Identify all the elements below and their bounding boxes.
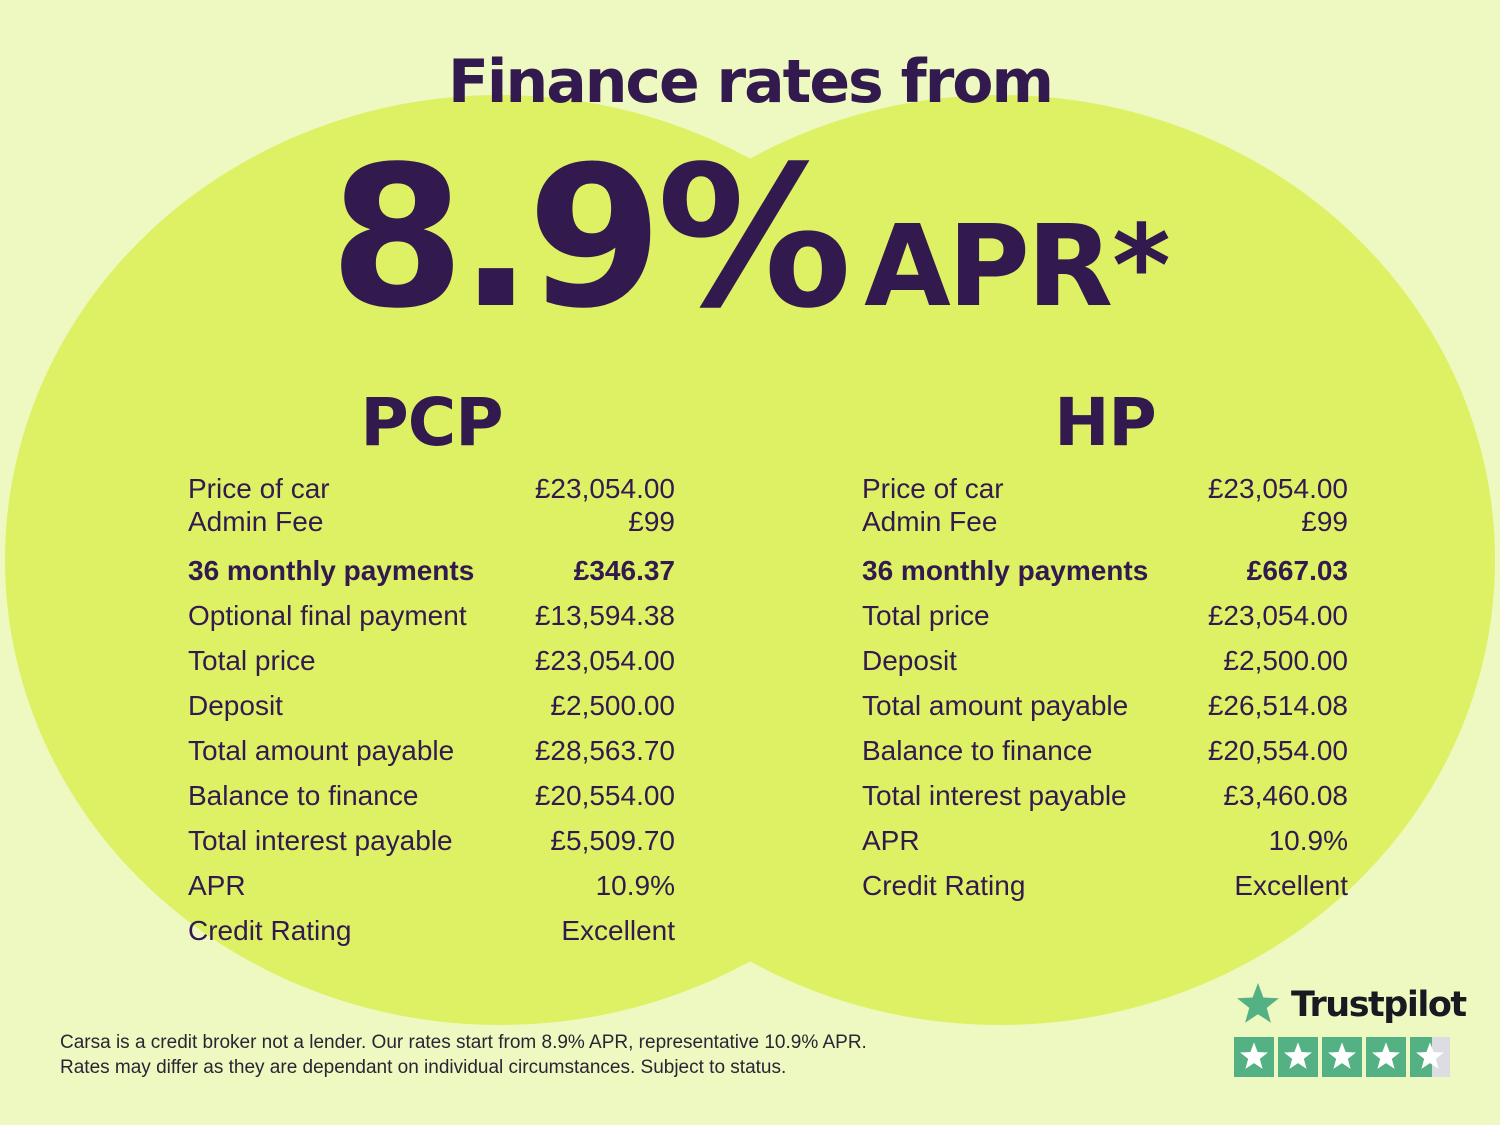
row-value: £667.03: [1246, 554, 1348, 586]
row-value: £23,054.00: [534, 644, 675, 676]
row-label: Credit Rating: [188, 914, 352, 946]
table-row: [188, 908, 675, 953]
row-label: Admin Fee: [188, 505, 324, 537]
table-row: [188, 548, 675, 593]
row-label: Deposit: [188, 689, 283, 721]
headline-rate: [0, 124, 1500, 351]
table-row: [862, 728, 1348, 773]
rating-star-icon: [1234, 1037, 1274, 1077]
disclaimer-line-1: Carsa is a credit broker not a lender. Our rates start from 8.9% APR, representative 10.9% APR.: [60, 1032, 867, 1053]
row-value: £99: [1301, 505, 1348, 537]
row-value: £23,054.00: [1207, 472, 1348, 504]
apr-asterisk: *: [1112, 202, 1171, 332]
row-value: £20,554.00: [1207, 734, 1348, 766]
row-value: £2,500.00: [1223, 644, 1348, 676]
table-row: [188, 818, 675, 863]
table-row: [862, 472, 1348, 505]
apr-label: APR: [864, 202, 1111, 332]
table-row: [862, 593, 1348, 638]
row-label: Optional final payment: [188, 599, 467, 631]
table-row: [188, 683, 675, 728]
legal-disclaimer: [60, 1030, 867, 1080]
table-row: [862, 683, 1348, 728]
row-label: Credit Rating: [862, 869, 1026, 901]
row-label: 36 monthly payments: [188, 554, 475, 586]
table-row: [188, 638, 675, 683]
row-label: Total price: [188, 644, 316, 676]
row-value: Excellent: [1234, 869, 1348, 901]
trustpilot-rating: [1234, 1037, 1466, 1077]
row-value: £28,563.70: [534, 734, 675, 766]
row-value: £26,514.08: [1207, 689, 1348, 721]
table-row: [188, 773, 675, 818]
hp-title: HP: [1054, 384, 1156, 461]
table-row: [862, 505, 1348, 538]
table-row: [862, 818, 1348, 863]
pcp-table: [188, 384, 675, 953]
rating-star-icon: [1278, 1037, 1318, 1077]
table-row: [188, 505, 675, 538]
trustpilot-star-icon: [1234, 981, 1282, 1029]
pcp-title: PCP: [360, 384, 503, 461]
row-label: Admin Fee: [862, 505, 998, 537]
row-value: £23,054.00: [534, 472, 675, 504]
row-label: Deposit: [862, 644, 957, 676]
row-label: Total price: [862, 599, 990, 631]
rating-star-icon: [1322, 1037, 1362, 1077]
row-label: Total amount payable: [188, 734, 455, 766]
trustpilot-brand-text: Trustpilot: [1291, 985, 1466, 1025]
row-label: Price of car: [862, 472, 1004, 504]
row-label: APR: [862, 824, 920, 856]
table-row: [862, 773, 1348, 818]
disclaimer-line-2: Rates may differ as they are dependant on individual circumstances. Subject to status.: [60, 1057, 787, 1078]
table-row: [188, 863, 675, 908]
row-label: Price of car: [188, 472, 330, 504]
row-label: 36 monthly payments: [862, 554, 1149, 586]
row-value: £3,460.08: [1223, 779, 1348, 811]
row-label: Balance to finance: [862, 734, 1093, 766]
row-label: Total amount payable: [862, 689, 1129, 721]
row-value: 10.9%: [1268, 824, 1348, 856]
table-row: [188, 472, 675, 505]
row-value: £13,594.38: [534, 599, 675, 631]
row-value: Excellent: [561, 914, 675, 946]
row-label: Total interest payable: [188, 824, 453, 856]
hp-table: [862, 384, 1348, 908]
table-row: [188, 593, 675, 638]
row-value: £346.37: [573, 554, 675, 586]
page-title: Finance rates from: [447, 47, 1053, 117]
row-label: Balance to finance: [188, 779, 419, 811]
row-value: £99: [628, 505, 675, 537]
row-label: APR: [188, 869, 246, 901]
row-value: £23,054.00: [1207, 599, 1348, 631]
row-value: 10.9%: [595, 869, 675, 901]
table-row: [862, 863, 1348, 908]
rating-star-icon: [1366, 1037, 1406, 1077]
table-row: [862, 638, 1348, 683]
row-value: £20,554.00: [534, 779, 675, 811]
rating-star-half-icon: [1410, 1037, 1450, 1077]
trustpilot-badge: [1234, 980, 1466, 1077]
table-row: [188, 728, 675, 773]
row-value: £2,500.00: [550, 689, 675, 721]
row-label: Total interest payable: [862, 779, 1127, 811]
row-value: £5,509.70: [550, 824, 675, 856]
rate-value: 8.9%: [329, 124, 847, 351]
table-row: [862, 548, 1348, 593]
trustpilot-logo: [1234, 980, 1466, 1030]
